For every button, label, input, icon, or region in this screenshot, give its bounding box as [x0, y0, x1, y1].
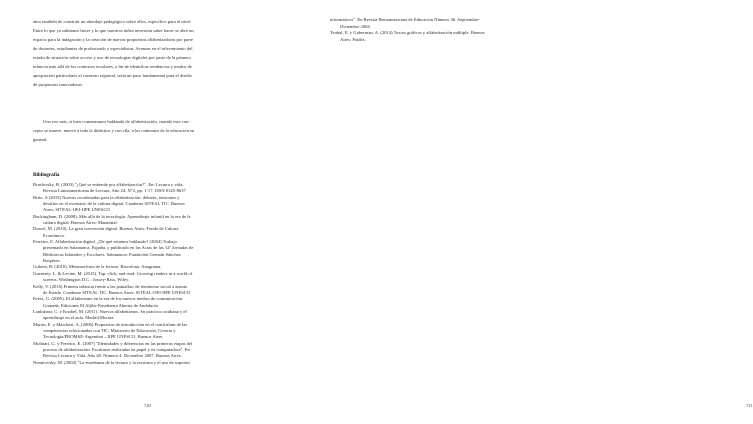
paragraph-1	[33, 17, 270, 89]
reference-line: Ferreiro, E. Alfabetización digital. ¿De qué estamos hablando? (2004) Trabajo	[33, 239, 177, 245]
reference-line: Bruslovsky, B. (2003) "¿Qué se entiende por alfabetización?". En: Lectura y vida.	[33, 182, 184, 187]
page-number: 721	[746, 403, 753, 408]
text-line: espacio para la indagación y la creación de nuevas propuestas alfabetizadoras por parte	[33, 37, 193, 42]
text-line: estado de situación sobre acceso y uso de tecnologías digitales por parte de la primera	[33, 55, 191, 60]
reference-line: presentado en Salamanca, España, y publicado en las Actas de las 12ª Jornadas de	[43, 245, 194, 251]
bibliography-entry	[330, 17, 570, 30]
reference-line: Molinari, G. y Ferreiro, E. (2007) "Identidades y diferencias en las primeras etapas del	[33, 340, 193, 346]
reference-line: Diciembre 2004.	[340, 23, 371, 29]
reference-line: Granada, Ediciones El Aljibe-Enseñanza Abierta de Andalucía.	[43, 302, 159, 308]
reference-line: Aires: Paidós.	[340, 36, 366, 42]
bibliography-entry	[330, 30, 570, 43]
bibliography-list	[33, 182, 273, 366]
text-line: apropiación particulares al contexto regional, sería un paso fundamental para el diseño	[33, 73, 192, 78]
reference-line: Revista Lectura y Vida. Año 28. Número 4. Diciembre 2007. Buenos Aires.	[43, 353, 182, 359]
reference-line: Ruipérez.	[43, 258, 61, 264]
bibliography-entry	[33, 341, 273, 360]
bibliography-entry	[33, 214, 273, 227]
reference-line: Teubal, E. y Guberman, A. (2014) Textos gráficos y alfabetización múltiple. Buenos	[330, 30, 485, 36]
reference-line: competencias relacionadas con TIC. Ministerio de Educación, Ciencia y	[43, 327, 176, 333]
reference-line: Lankshear, C. y Knobel, M. (2011). Nuevos alfabetismos. Su práctica cotidiana y el	[33, 308, 187, 314]
text-line: Una vez más, si bien comenzamos hablando de alfabetización, cuando este con-	[43, 119, 190, 124]
paragraph-2	[33, 117, 270, 144]
reference-line: Revista Latinoamericana de Lectura, Año 24, N°2, pp. 1-17. ISSN 0325-8637	[43, 188, 186, 194]
bibliography-heading: Bibliografía	[33, 172, 60, 178]
right-page	[300, 0, 753, 424]
reference-line: screens. Washington D.C.: Jossey-Bass, Wiley.	[43, 277, 130, 283]
reference-line: Kelly, V. (2016) Primera infancia frente a las pantallas: de fenómeno social a asunto	[33, 283, 188, 289]
bibliography-entry	[33, 226, 273, 239]
reference-line: Bibliotecas Infantiles y Escolares. Salamanca: Fundación Germán Sánchez	[43, 251, 181, 257]
reference-line: Aires: SITEAL-OEI-IIPE UNESCO	[43, 207, 110, 213]
text-line: ámo también de construir un abordaje pedagógico sobre ellos, específico para el nivel.	[33, 19, 192, 24]
left-page	[0, 0, 300, 424]
text-line: Entre lo que ya sabíamos hacer y lo que nuestros niños necesitan saber hacer se abre un	[33, 28, 194, 33]
page-number: 720	[144, 403, 151, 408]
reference-line: Gubern, R. (2010). Metamorfosis de la lectura. Barcelona: Anagrama.	[33, 264, 162, 270]
reference-line: Nemirovsky, M. (2004) "La enseñanza de la lectura y la escritura y el uso de soportes	[33, 359, 191, 365]
bibliography-continued	[330, 17, 570, 43]
bibliography-entry	[33, 195, 273, 214]
text-line: general.	[33, 137, 48, 142]
reference-line: cultura digital. Buenos Aires: Manantial.	[43, 220, 118, 226]
reference-line: Guernsey, L. & Levine, M. (2015), Tap, click, and read: Growing readers in a world of	[33, 270, 193, 276]
bibliography-entry	[33, 296, 273, 309]
reference-line: de Estado. Cuaderno SITEAL TIC. Buenos Aires: SITEAL-OEI-IIPE UNESCO	[43, 289, 191, 295]
reference-line: proceso de alfabetización. Escrituras realizadas en papel y en computadora". En	[43, 346, 190, 352]
bibliography-entry	[33, 284, 273, 297]
reference-line: Brito, A (2015) Nuevas coordenadas para la alfabetización: debates, tensiones y	[33, 194, 180, 200]
bibliography-entry	[33, 182, 273, 195]
reference-line: Dussel, M. (2010). La gran conversión digital. Buenos Aires: Fondo de Cultura	[33, 226, 179, 232]
text-line: cepto se mueve, mueve a toda la didáctica y con ella, a los cimientos de la educación en	[33, 128, 195, 133]
reference-line: informáticos". En Revista Iberoamericana de Educación Número 36. Septiembre-	[330, 17, 480, 22]
reference-line: Económica.	[43, 232, 65, 238]
reference-line: Tecnología/PROMSE-Argentina – IIPE UNESCO, Buenos Aires.	[43, 334, 164, 340]
reference-line: desafíos en el escenario de la cultura digital. Cuaderno SITEAL TIC. Buenos	[43, 201, 185, 207]
bibliography-entry	[33, 309, 273, 322]
text-line: de propuestas innovadoras.	[33, 82, 83, 87]
text-line: infancia más allá de los contextos escolares, a fin de identificar tendencias y modos de	[33, 64, 192, 69]
reference-line: Buckingham, D. (2008): Más allá de la tecnología. Aprendizaje infantil en la era de la	[33, 213, 191, 219]
bibliography-entry	[33, 271, 273, 284]
bibliography-entry	[33, 360, 273, 366]
text-line: de docentes, estudiantes de profesorado y especialistas. Avanzar en el relevamiento del	[33, 46, 193, 51]
reference-line: aprendizaje en el aula. Madrid:Morata.	[43, 315, 115, 321]
reference-line: Kress, G. (2005). El alfabetismo en la era de los nuevos medios de comunicación.	[33, 296, 184, 302]
bibliography-entry	[33, 239, 273, 264]
bibliography-entry	[33, 322, 273, 341]
reference-line: Martin, E. y Marchesi, A. (2006) Propuestas de introducción en el currículum de las	[33, 321, 188, 327]
